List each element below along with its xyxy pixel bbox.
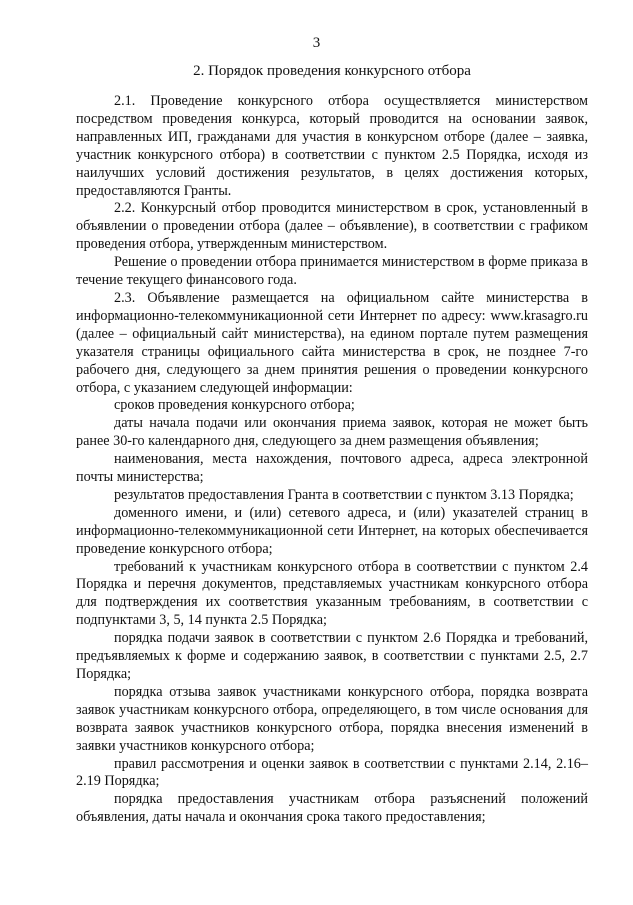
list-item-domain-names: доменного имени, и (или) сетевого адреса, и (или) указателей страниц в информационно-телекоммуникационной сети Интернет, на которых обеспечивается проведение конкурсного отбора; xyxy=(76,504,588,557)
document-body xyxy=(76,93,588,827)
list-item-terms: сроков проведения конкурсного отбора; xyxy=(114,397,355,414)
list-item-grant-results: результатов предоставления Гранта в соответствии с пунктом 3.13 Порядка; xyxy=(114,486,574,503)
paragraph-2-1: 2.1. Проведение конкурсного отбора осуществляется министерством посредством проведения конкурса, который проводится на основании заявок, направленных ИП, гражданами для участия в конкурсном отборе (далее – заявка, участник конкурсного отбора) в соответствии с пунктом 2.5 Порядка, исходя из наилучших условий достижения результатов, в целях достижения которых, предоставляются Гранты. xyxy=(76,93,588,199)
paragraph-2-3: 2.3. Объявление размещается на официальном сайте министерства в информационно-телекоммуникационной сети Интернет по адресу: www.krasagro.ru (далее – официальный сайт министерства), на едином портале путем размещения указателя страницы официального сайта министерства в срок, не позднее 7-го рабочего дня, следующего за днем принятия решения о проведении конкурсного отбора, с указанием следующей информации: xyxy=(76,289,588,396)
list-item-participant-requirements: требований к участникам конкурсного отбора в соответствии с пунктом 2.4 Порядка и перечня документов, представляемых участникам конкурсного отбора для подтверждения их соответствия указанным требованиям, в соответствии с подпунктами 3, 5, 14 пункта 2.5 Порядка; xyxy=(76,558,588,629)
page-number: 3 xyxy=(312,35,321,51)
paragraph-2-2: 2.2. Конкурсный отбор проводится министерством в срок, установленный в объявлении о проведении отбора (далее – объявление), в соответствии с графиком проведения отбора, утвержденным министерством. xyxy=(76,200,588,253)
list-item-clarifications: порядка предоставления участникам отбора разъяснений положений объявления, даты начала и окончания срока такого предоставления; xyxy=(76,791,588,826)
list-item-ministry-contacts: наименования, места нахождения, почтового адреса, адреса электронной почты министерства; xyxy=(76,451,588,486)
list-item-dates: даты начала подачи или окончания приема заявок, которая не может быть ранее 30-го календарного дня, следующего за днем размещения объявления; xyxy=(76,415,588,450)
section-heading: 2. Порядок проведения конкурсного отбора xyxy=(193,63,471,79)
list-item-review-rules: правил рассмотрения и оценки заявок в соответствии с пунктами 2.14, 2.16–2.19 Порядка; xyxy=(76,755,588,790)
list-item-withdrawal-procedure: порядка отзыва заявок участниками конкурсного отбора, порядка возврата заявок участникам конкурсного отбора, определяющего, в том числе основания для возврата заявок участников конкурсного отбора, порядка внесения изменений в заявки участников конкурсного отбора; xyxy=(76,683,588,754)
list-item-application-procedure: порядка подачи заявок в соответствии с пунктом 2.6 Порядка и требований, предъявляемых к форме и содержанию заявок, в соответствии с пунктами 2.5, 2.7 Порядка; xyxy=(76,630,588,682)
paragraph-decision: Решение о проведении отбора принимается министерством в форме приказа в течение текущего финансового года. xyxy=(76,254,588,289)
